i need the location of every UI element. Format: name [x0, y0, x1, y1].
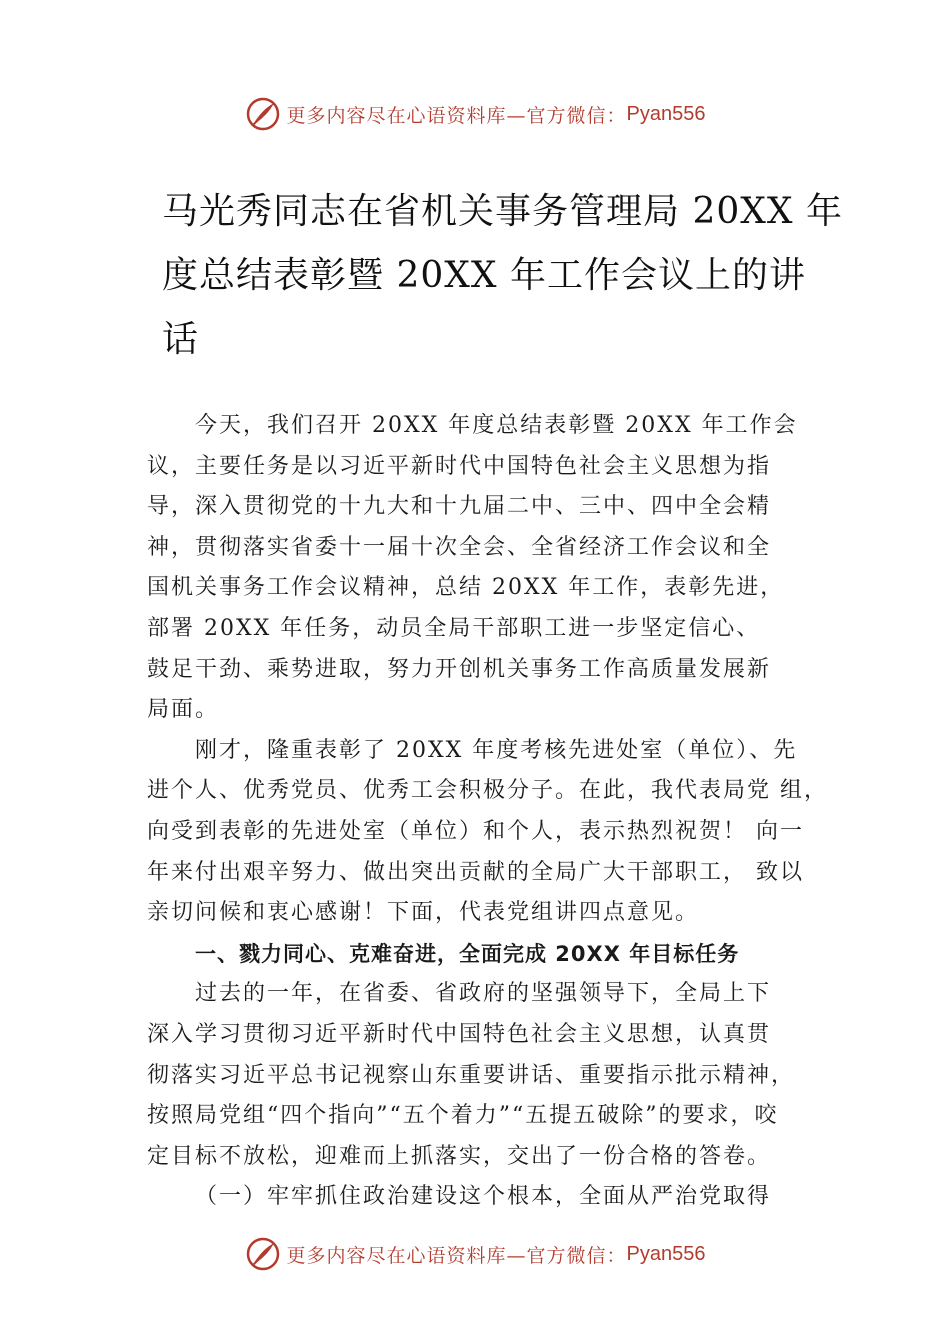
paragraph-line: 国机关事务工作会议精神，总结 20XX 年工作，表彰先进， — [147, 575, 785, 601]
paragraph-line: 今天，我们召开 20XX 年度总结表彰暨 20XX 年工作会 — [195, 413, 798, 438]
paragraph-line: 定目标不放松，迎难而上抓落实，交出了一份合格的答卷。 — [147, 1143, 772, 1169]
watermark-footer — [0, 1234, 950, 1274]
paragraph-line: 按照局党组“四个指向”“五个着力”“五提五破除”的要求，咬 — [147, 1103, 779, 1129]
paragraph-line: 向受到表彰的先进处室（单位）和个人，表示热烈祝贺！ 向一 — [147, 818, 804, 844]
watermark-wechat-id: Pyan556 — [626, 102, 706, 125]
paragraph-line: 局面。 — [147, 697, 220, 723]
paragraph-line: 刚才，隆重表彰了 20XX 年度考核先进处室（单位）、先 — [195, 737, 798, 763]
paragraph-line: 深入学习贯彻习近平新时代中国特色社会主义思想，认真贯 — [147, 1021, 772, 1047]
paragraph-line: 议，主要任务是以习近平新时代中国特色社会主义思想为指 — [147, 453, 772, 479]
title-line: 度总结表彰暨 20XX 年工作会议上的讲 — [162, 255, 806, 296]
quill-logo-icon — [245, 96, 281, 132]
quill-logo-icon — [245, 1236, 281, 1272]
paragraph-line: 彻落实习近平总书记视察山东重要讲话、重要指示批示精神， — [147, 1062, 796, 1088]
watermark-text: 更多内容尽在心语资料库—官方微信： — [286, 1244, 627, 1267]
paragraph-line: 部署 20XX 年任务，动员全局干部职工进一步坚定信心、 — [147, 615, 761, 641]
paragraph-line: 过去的一年，在省委、省政府的坚强领导下，全局上下 — [195, 981, 772, 1007]
paragraph-line: 进个人、优秀党员、优秀工会积极分子。在此，我代表局党 组， — [147, 778, 828, 804]
title-line: 话 — [162, 319, 200, 360]
paragraph-line: 年来付出艰辛努力、做出突出贡献的全局广大干部职工， 致以 — [147, 859, 804, 885]
paragraph-line: 鼓足干劲、乘势进取，努力开创机关事务工作高质量发展新 — [147, 656, 772, 682]
document-title — [162, 180, 843, 372]
watermark-wechat-id: Pyan556 — [626, 1242, 706, 1265]
section-heading: 一、戮力同心、克难奋进，全面完成 20XX 年目标任务 — [195, 941, 740, 966]
paragraph-line: 导，深入贯彻党的十九大和十九届二中、三中、四中全会精 — [147, 494, 772, 520]
watermark-text: 更多内容尽在心语资料库—官方微信： — [286, 104, 627, 127]
watermark-header — [0, 94, 950, 134]
document-body — [147, 406, 827, 1218]
paragraph-line: 神，贯彻落实省委十一届十次全会、全省经济工作会议和全 — [147, 534, 772, 560]
paragraph-line: （一）牢牢抓住政治建设这个根本，全面从严治党取得 — [195, 1184, 772, 1210]
paragraph-line: 亲切问候和衷心感谢！下面，代表党组讲四点意见。 — [147, 900, 700, 926]
title-line: 马光秀同志在省机关事务管理局 20XX 年 — [162, 191, 843, 232]
